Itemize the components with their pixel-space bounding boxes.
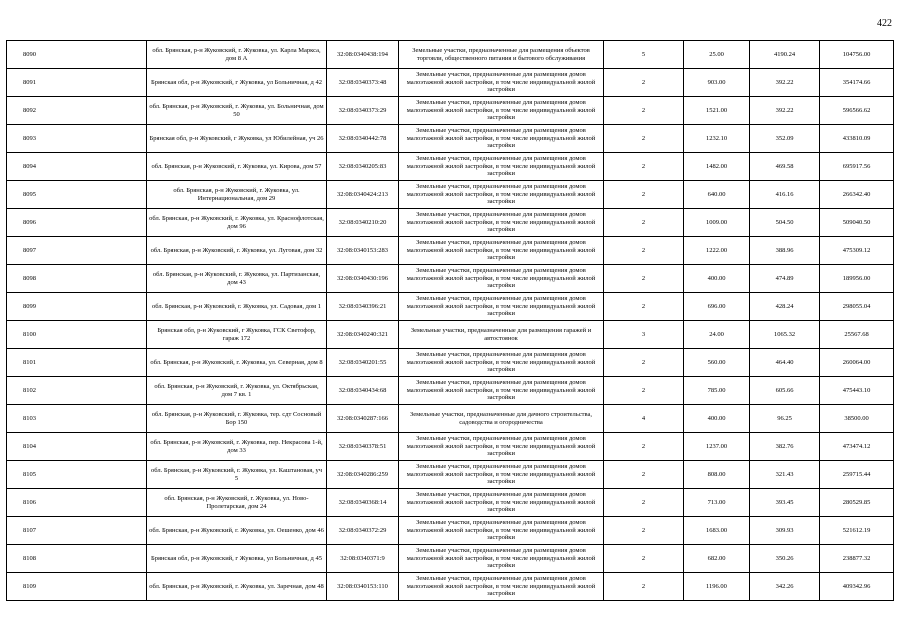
land-use-cell: Земельные участки, предназначенные для размещения домов малоэтажной жилой застройки, в том числе индивидуальной жилой застройки	[399, 461, 604, 489]
address-cell: обл. Брянская, р-н Жуковский, г. Жуковка, ул. Северная, дом 8	[147, 349, 327, 377]
cadastral-value-cell: 104756.00	[820, 41, 894, 69]
address-cell: обл. Брянская, р-н Жуковский, г. Жуковка, ул. Каштановая, уч 5	[147, 461, 327, 489]
land-use-cell: Земельные участки, предназначенные для дачного строительства, садоводства и огородничества	[399, 405, 604, 433]
cadastral-number-cell: 32:08:0340378:51	[327, 433, 399, 461]
address-cell: обл. Брянская, р-н Жуковский, г. Жуковка, тер. сдт Сосновый Бор 150	[147, 405, 327, 433]
land-use-cell: Земельные участки, предназначенные для размещения объектов торговли, общественного питания и бытового обслуживания	[399, 41, 604, 69]
table-row	[7, 293, 894, 321]
table-body	[7, 41, 894, 601]
cadastral-number-cell: 32:08:0340396:21	[327, 293, 399, 321]
unit-value-cell: 352.09	[750, 125, 820, 153]
cadastral-number-cell: 32:08:0340373:48	[327, 69, 399, 97]
unit-value-cell: 504.50	[750, 209, 820, 237]
address-cell: обл. Брянская, р-н Жуковский, г. Жуковка, ул. Краснофлотская, дом 96	[147, 209, 327, 237]
unit-value-cell: 416.16	[750, 181, 820, 209]
address-cell: обл. Брянская, р-н Жуковский, г. Жуковка, ул. Садовая, дом 1	[147, 293, 327, 321]
cadastral-value-cell: 25567.68	[820, 321, 894, 349]
area-cell: 1232.10	[684, 125, 750, 153]
area-cell: 808.00	[684, 461, 750, 489]
row-number: 8104	[7, 433, 147, 461]
cadastral-value-cell: 475309.12	[820, 237, 894, 265]
page-number: 422	[877, 18, 892, 29]
unit-value-cell: 321.43	[750, 461, 820, 489]
area-cell: 682.00	[684, 545, 750, 573]
area-cell: 1222.00	[684, 237, 750, 265]
area-cell: 903.00	[684, 69, 750, 97]
land-use-cell: Земельные участки, предназначенные для размещения домов малоэтажной жилой застройки, в том числе индивидуальной жилой застройки	[399, 125, 604, 153]
row-number: 8097	[7, 237, 147, 265]
table-row	[7, 97, 894, 125]
cadastral-number-cell: 32:08:0340153:110	[327, 573, 399, 601]
unit-value-cell: 342.26	[750, 573, 820, 601]
cadastral-value-cell: 521612.19	[820, 517, 894, 545]
unit-value-cell: 388.96	[750, 237, 820, 265]
address-cell: обл. Брянская, р-н Жуковский, г. Жуковка, ул. Оешенко, дом 46	[147, 517, 327, 545]
table-row	[7, 153, 894, 181]
table-row	[7, 461, 894, 489]
use-group-cell: 2	[604, 209, 684, 237]
land-use-cell: Земельные участки, предназначенные для размещения домов малоэтажной жилой застройки, в том числе индивидуальной жилой застройки	[399, 377, 604, 405]
land-use-cell: Земельные участки, предназначенные для размещения домов малоэтажной жилой застройки, в том числе индивидуальной жилой застройки	[399, 209, 604, 237]
address-cell: обл. Брянская, р-н Жуковский, г. Жуковка, ул. Партизанская, дом 43	[147, 265, 327, 293]
cadastral-number-cell: 32:08:0340201:55	[327, 349, 399, 377]
cadastral-value-cell: 596566.62	[820, 97, 894, 125]
unit-value-cell: 1065.32	[750, 321, 820, 349]
table-row	[7, 377, 894, 405]
row-number: 8091	[7, 69, 147, 97]
cadastral-number-cell: 32:08:0340286:259	[327, 461, 399, 489]
row-number: 8095	[7, 181, 147, 209]
unit-value-cell: 392.22	[750, 69, 820, 97]
address-cell: Брянская обл, р-н Жуковский, г Жуковка, ул Больничная, д 45	[147, 545, 327, 573]
cadastral-number-cell: 32:08:0340434:68	[327, 377, 399, 405]
cadastral-value-cell: 409342.96	[820, 573, 894, 601]
cadastral-number-cell: 32:08:0340240:321	[327, 321, 399, 349]
address-cell: Брянская обл, р-н Жуковский, г Жуковка, ГСК Светофор, гараж 172	[147, 321, 327, 349]
cadastral-number-cell: 32:08:0340442:78	[327, 125, 399, 153]
table-row	[7, 265, 894, 293]
cadastral-number-cell: 32:08:0340424:213	[327, 181, 399, 209]
address-cell: обл. Брянская, р-н Жуковский, г. Жуковка, ул. Кирова, дом 57	[147, 153, 327, 181]
table-row	[7, 545, 894, 573]
area-cell: 400.00	[684, 265, 750, 293]
cadastral-value-cell: 260064.00	[820, 349, 894, 377]
area-cell: 1009.00	[684, 209, 750, 237]
cadastral-value-cell: 475443.10	[820, 377, 894, 405]
cadastral-number-cell: 32:08:0340373:29	[327, 97, 399, 125]
row-number: 8102	[7, 377, 147, 405]
cadastral-value-cell: 298055.04	[820, 293, 894, 321]
table-row	[7, 181, 894, 209]
unit-value-cell: 393.45	[750, 489, 820, 517]
land-use-cell: Земельные участки, предназначенные для размещения домов малоэтажной жилой застройки, в том числе индивидуальной жилой застройки	[399, 573, 604, 601]
use-group-cell: 2	[604, 153, 684, 181]
land-use-cell: Земельные участки, предназначенные для размещения домов малоэтажной жилой застройки, в том числе индивидуальной жилой застройки	[399, 265, 604, 293]
table-row	[7, 237, 894, 265]
use-group-cell: 2	[604, 237, 684, 265]
row-number: 8107	[7, 517, 147, 545]
row-number: 8109	[7, 573, 147, 601]
cadastral-value-cell: 259715.44	[820, 461, 894, 489]
cadastral-value-cell: 695917.56	[820, 153, 894, 181]
land-use-cell: Земельные участки, предназначенные для размещения гаражей и автостоянок	[399, 321, 604, 349]
row-number: 8101	[7, 349, 147, 377]
use-group-cell: 2	[604, 545, 684, 573]
land-use-cell: Земельные участки, предназначенные для размещения домов малоэтажной жилой застройки, в том числе индивидуальной жилой застройки	[399, 181, 604, 209]
unit-value-cell: 4190.24	[750, 41, 820, 69]
cadastral-number-cell: 32:08:0340438:194	[327, 41, 399, 69]
area-cell: 24.00	[684, 321, 750, 349]
area-cell: 1196.00	[684, 573, 750, 601]
cadastral-number-cell: 32:08:0340153:283	[327, 237, 399, 265]
row-number: 8100	[7, 321, 147, 349]
use-group-cell: 2	[604, 573, 684, 601]
cadastral-number-cell: 32:08:0340205:83	[327, 153, 399, 181]
unit-value-cell: 350.26	[750, 545, 820, 573]
table-row	[7, 405, 894, 433]
cadastral-number-cell: 32:08:0340430:196	[327, 265, 399, 293]
table-row	[7, 69, 894, 97]
address-cell: обл. Брянская, р-н Жуковский, г. Жуковка, ул. Октябрьская, дом 7 кв. 1	[147, 377, 327, 405]
area-cell: 1237.00	[684, 433, 750, 461]
use-group-cell: 2	[604, 489, 684, 517]
row-number: 8093	[7, 125, 147, 153]
table-row	[7, 573, 894, 601]
area-cell: 1683.00	[684, 517, 750, 545]
unit-value-cell: 309.93	[750, 517, 820, 545]
cadastral-value-cell: 354174.66	[820, 69, 894, 97]
address-cell: обл. Брянская, р-н Жуковский, г. Жуковка, ул. Карла Маркса, дом 8 А	[147, 41, 327, 69]
use-group-cell: 4	[604, 405, 684, 433]
land-use-cell: Земельные участки, предназначенные для размещения домов малоэтажной жилой застройки, в том числе индивидуальной жилой застройки	[399, 69, 604, 97]
unit-value-cell: 474.89	[750, 265, 820, 293]
unit-value-cell: 605.66	[750, 377, 820, 405]
use-group-cell: 2	[604, 97, 684, 125]
table-row	[7, 41, 894, 69]
row-number: 8103	[7, 405, 147, 433]
address-cell: обл. Брянская, р-н Жуковский, г. Жуковка, ул. Больничная, дом 50	[147, 97, 327, 125]
land-use-cell: Земельные участки, предназначенные для размещения домов малоэтажной жилой застройки, в том числе индивидуальной жилой застройки	[399, 545, 604, 573]
use-group-cell: 2	[604, 377, 684, 405]
table-row	[7, 321, 894, 349]
area-cell: 640.00	[684, 181, 750, 209]
row-number: 8092	[7, 97, 147, 125]
address-cell: Брянская обл, р-н Жуковский, г Жуковка, ул Юбилейная, уч 26	[147, 125, 327, 153]
area-cell: 560.00	[684, 349, 750, 377]
cadastral-number-cell: 32:08:0340371:9	[327, 545, 399, 573]
address-cell: обл. Брянская, р-н Жуковский, г. Жуковка, ул. Луговая, дом 32	[147, 237, 327, 265]
table-row	[7, 489, 894, 517]
row-number: 8108	[7, 545, 147, 573]
land-registry-table	[6, 40, 894, 601]
table-row	[7, 209, 894, 237]
use-group-cell: 2	[604, 461, 684, 489]
land-use-cell: Земельные участки, предназначенные для размещения домов малоэтажной жилой застройки, в том числе индивидуальной жилой застройки	[399, 237, 604, 265]
land-use-cell: Земельные участки, предназначенные для размещения домов малоэтажной жилой застройки, в том числе индивидуальной жилой застройки	[399, 489, 604, 517]
table-row	[7, 517, 894, 545]
area-cell: 1482.00	[684, 153, 750, 181]
unit-value-cell: 464.40	[750, 349, 820, 377]
cadastral-value-cell: 238877.32	[820, 545, 894, 573]
address-cell: Брянская обл, р-н Жуковский, г Жуковка, ул Больничная, д 42	[147, 69, 327, 97]
cadastral-number-cell: 32:08:0340210:20	[327, 209, 399, 237]
table-row	[7, 349, 894, 377]
area-cell: 1521.00	[684, 97, 750, 125]
area-cell: 713.00	[684, 489, 750, 517]
row-number: 8105	[7, 461, 147, 489]
row-number: 8106	[7, 489, 147, 517]
address-cell: обл. Брянская, р-н Жуковский, г. Жуковка, ул. Заречная, дом 48	[147, 573, 327, 601]
address-cell: обл. Брянская, р-н Жуковский, г. Жуковка, ул. Интернациональная, дом 29	[147, 181, 327, 209]
area-cell: 25.00	[684, 41, 750, 69]
address-cell: обл. Брянская, р-н Жуковский, г. Жуковка, пер. Некрасова 1-й, дом 33	[147, 433, 327, 461]
cadastral-value-cell: 433810.09	[820, 125, 894, 153]
land-use-cell: Земельные участки, предназначенные для размещения домов малоэтажной жилой застройки, в том числе индивидуальной жилой застройки	[399, 517, 604, 545]
row-number: 8094	[7, 153, 147, 181]
unit-value-cell: 469.58	[750, 153, 820, 181]
cadastral-number-cell: 32:08:0340287:166	[327, 405, 399, 433]
land-use-cell: Земельные участки, предназначенные для размещения домов малоэтажной жилой застройки, в том числе индивидуальной жилой застройки	[399, 349, 604, 377]
use-group-cell: 2	[604, 69, 684, 97]
area-cell: 785.00	[684, 377, 750, 405]
land-use-cell: Земельные участки, предназначенные для размещения домов малоэтажной жилой застройки, в том числе индивидуальной жилой застройки	[399, 153, 604, 181]
use-group-cell: 2	[604, 265, 684, 293]
cadastral-value-cell: 266342.40	[820, 181, 894, 209]
cadastral-value-cell: 189956.00	[820, 265, 894, 293]
unit-value-cell: 392.22	[750, 97, 820, 125]
land-use-cell: Земельные участки, предназначенные для размещения домов малоэтажной жилой застройки, в том числе индивидуальной жилой застройки	[399, 433, 604, 461]
table-row	[7, 433, 894, 461]
cadastral-number-cell: 32:08:0340368:14	[327, 489, 399, 517]
row-number: 8099	[7, 293, 147, 321]
table-row	[7, 125, 894, 153]
cadastral-value-cell: 509040.50	[820, 209, 894, 237]
row-number: 8090	[7, 41, 147, 69]
cadastral-value-cell: 38500.00	[820, 405, 894, 433]
land-use-cell: Земельные участки, предназначенные для размещения домов малоэтажной жилой застройки, в том числе индивидуальной жилой застройки	[399, 293, 604, 321]
use-group-cell: 2	[604, 517, 684, 545]
cadastral-value-cell: 280529.85	[820, 489, 894, 517]
land-use-cell: Земельные участки, предназначенные для размещения домов малоэтажной жилой застройки, в том числе индивидуальной жилой застройки	[399, 97, 604, 125]
use-group-cell: 2	[604, 349, 684, 377]
use-group-cell: 2	[604, 293, 684, 321]
unit-value-cell: 96.25	[750, 405, 820, 433]
use-group-cell: 2	[604, 181, 684, 209]
row-number: 8098	[7, 265, 147, 293]
area-cell: 400.00	[684, 405, 750, 433]
use-group-cell: 2	[604, 125, 684, 153]
address-cell: обл. Брянская, р-н Жуковский, г. Жуковка, ул. Ново-Пролетарская, дом 24	[147, 489, 327, 517]
area-cell: 696.00	[684, 293, 750, 321]
cadastral-value-cell: 473474.12	[820, 433, 894, 461]
unit-value-cell: 382.76	[750, 433, 820, 461]
use-group-cell: 3	[604, 321, 684, 349]
unit-value-cell: 428.24	[750, 293, 820, 321]
use-group-cell: 5	[604, 41, 684, 69]
row-number: 8096	[7, 209, 147, 237]
cadastral-number-cell: 32:08:0340372:29	[327, 517, 399, 545]
use-group-cell: 2	[604, 433, 684, 461]
